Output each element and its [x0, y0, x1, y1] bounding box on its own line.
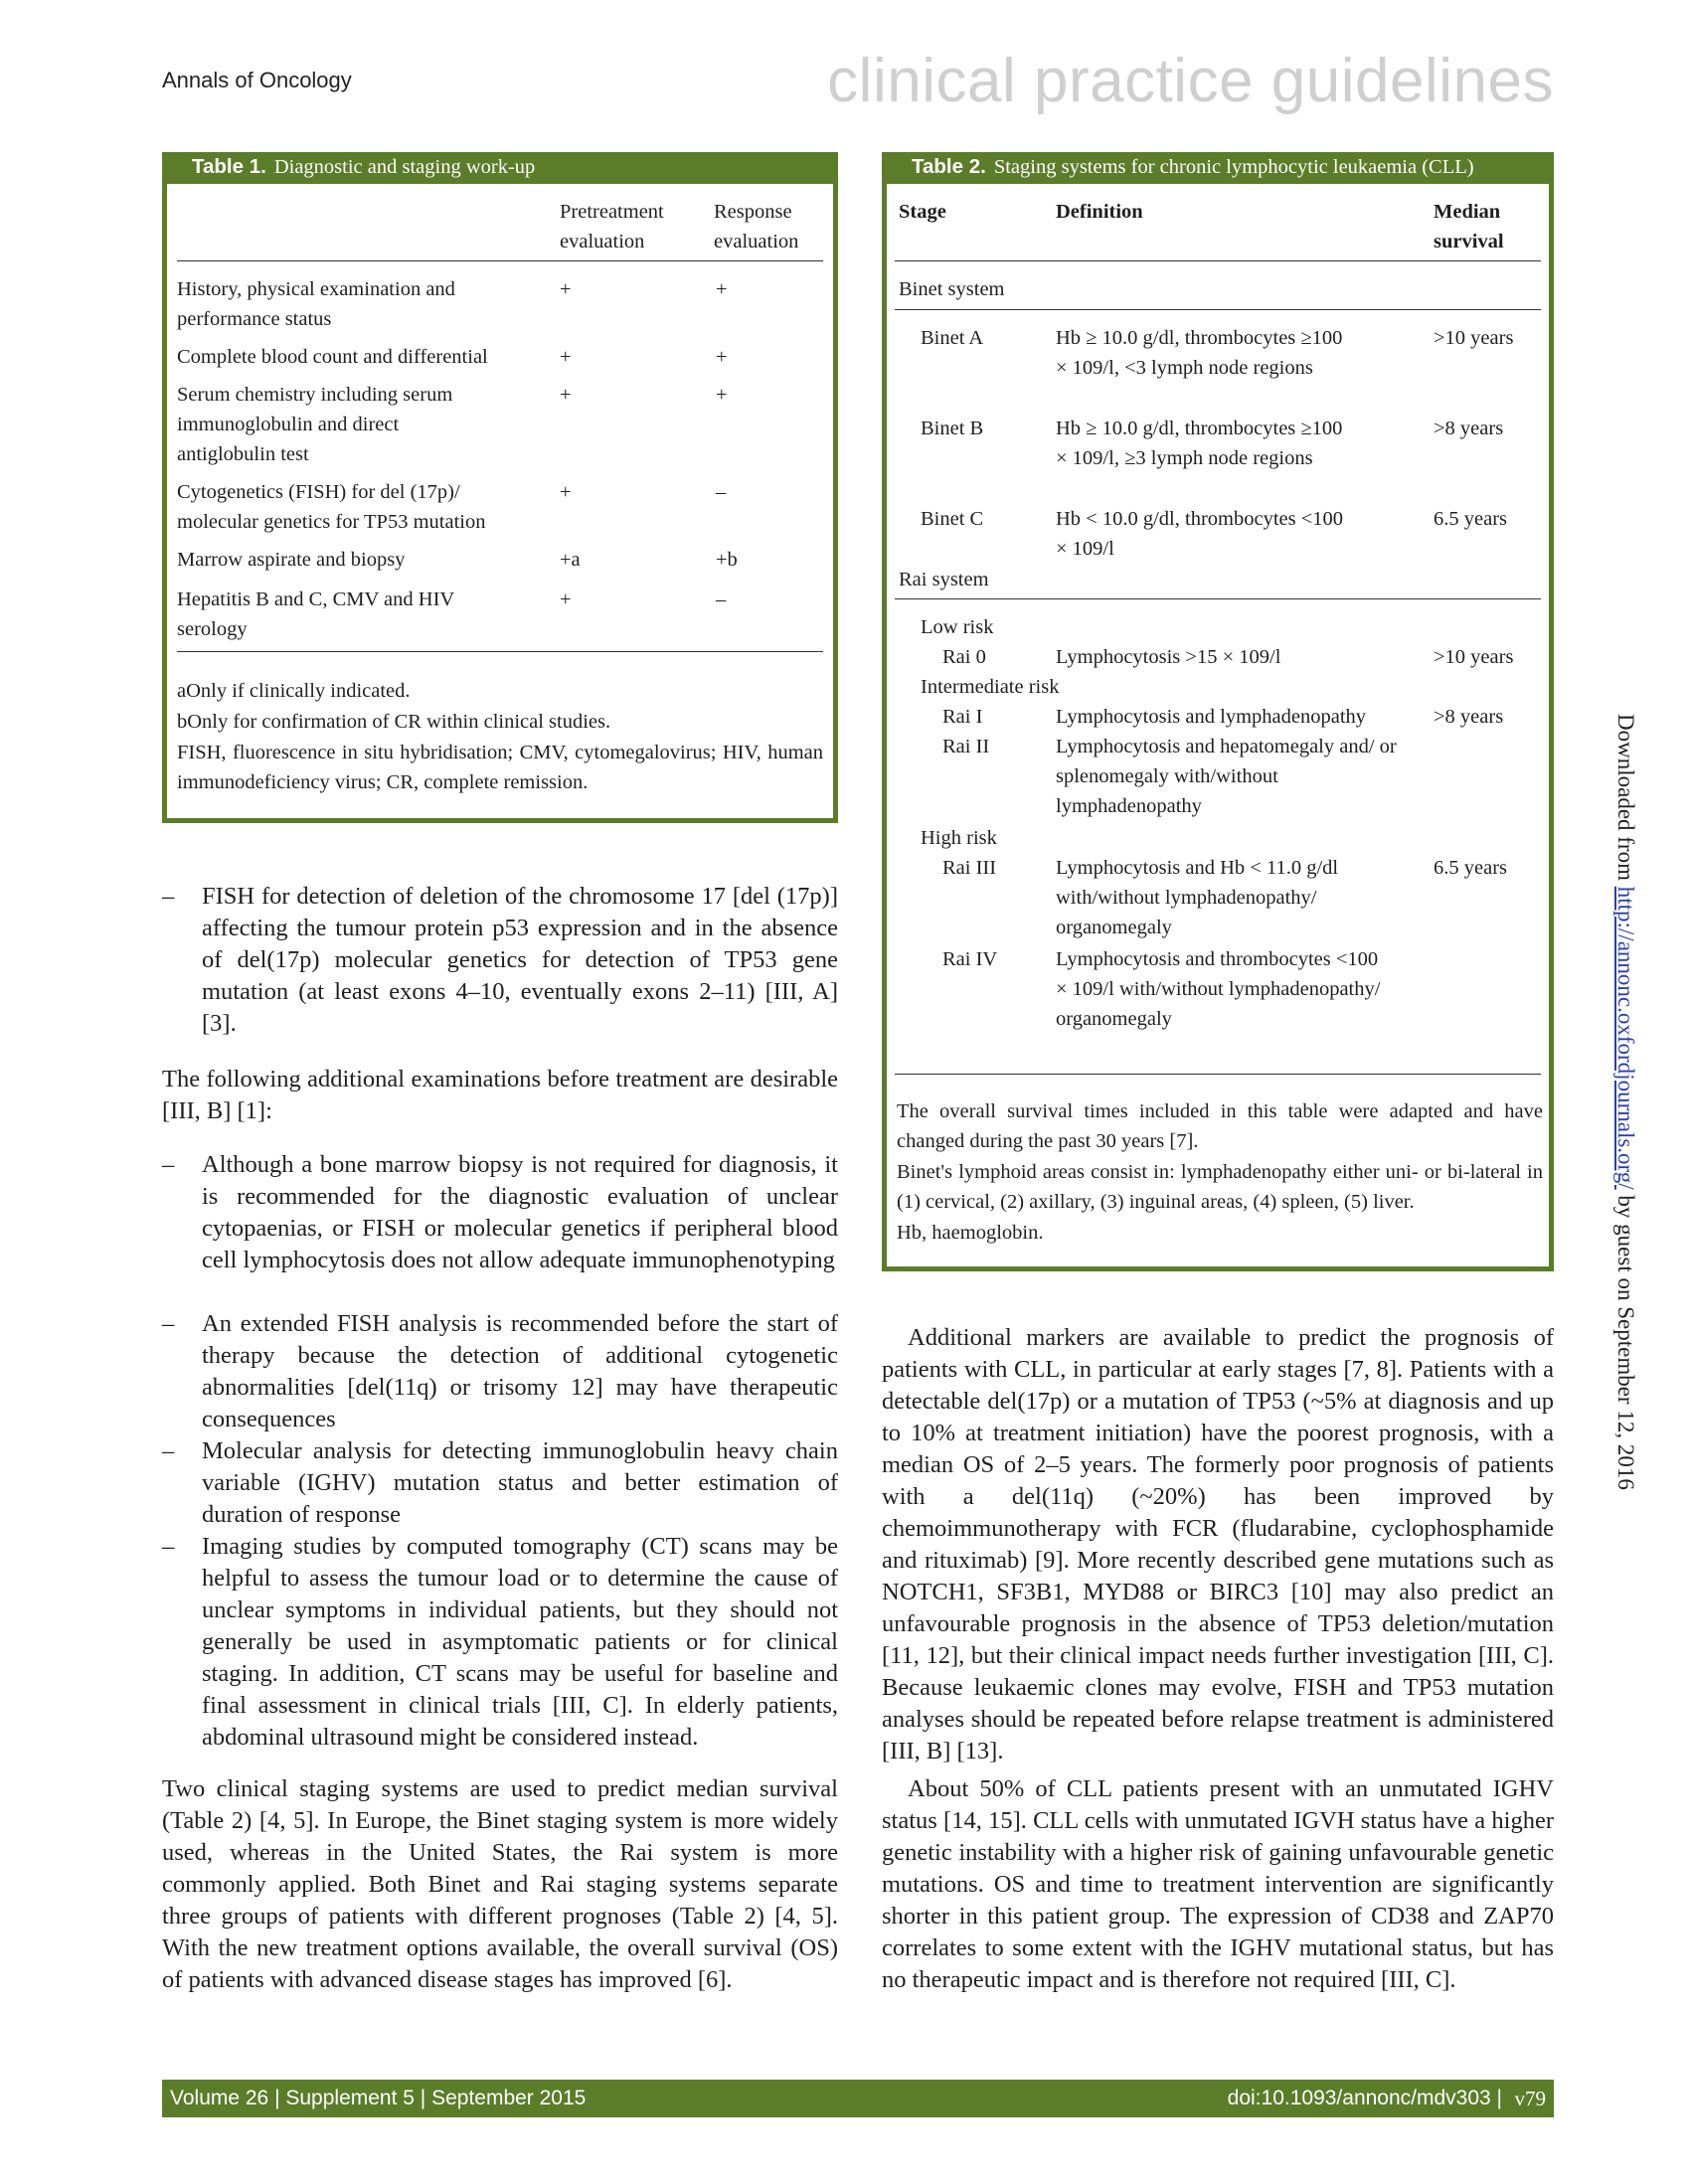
- footer-issue: Volume 26 | Supplement 5 | September 2015: [170, 2087, 587, 2109]
- table-1-col-pre-header: Pretreatment evaluation: [560, 201, 664, 252]
- risk-group-label: Low risk: [921, 616, 994, 638]
- table-2-note: Hb, haemoglobin.: [897, 1222, 1044, 1244]
- table-2-header-stage: Stage: [899, 201, 946, 223]
- list-item: [162, 881, 838, 1040]
- table-cell: Lymphocytosis and lymphadenopathy: [1056, 706, 1367, 728]
- table-cell: Hb ≥ 10.0 g/dl, thrombocytes ≥100 × 109/l, ≥3 lymph node regions: [1056, 418, 1343, 469]
- table-cell: Lymphocytosis and hepatomegaly and/ or splenomegaly with/without lymphadenopathy: [1056, 736, 1397, 817]
- bullet-text: Imaging studies by computed tomography (CT) scans may be helpful to assess the tumour load or to determine the cause of unclear symptoms in individual patients, but they should not generally be used in asymptomatic patients or for clinical staging. In addition, CT scans may be useful for baseline and final assessment in clinical trials [III, C]. In elderly patients, abdominal ultrasound might be considered instead.: [202, 1533, 838, 1751]
- table-1-title: Diagnostic and staging work-up: [273, 156, 536, 178]
- table-1-label: Table 1.: [192, 155, 266, 178]
- table-1-col-resp-header: Response evaluation: [714, 201, 799, 252]
- table-cell: Rai II: [942, 736, 990, 757]
- journal-link[interactable]: http://annonc.oxfordjournals.org/: [1613, 886, 1638, 1190]
- table-1-note: aOnly if clinically indicated.: [177, 680, 411, 702]
- binet-system-label: Binet system: [899, 278, 1005, 300]
- table-cell: Rai IV: [942, 948, 998, 970]
- table-cell: Hb < 10.0 g/dl, thrombocytes <100 × 109/l: [1056, 508, 1344, 560]
- list-item: [162, 1435, 838, 1531]
- journal-name: Annals of Oncology: [162, 68, 352, 92]
- table-row: Hepatitis B and C, CMV and HIV serology: [177, 588, 454, 640]
- table-cell: +: [716, 384, 728, 406]
- table-row: Cytogenetics (FISH) for del (17p)/ molecular genetics for TP53 mutation: [177, 481, 486, 533]
- bullet-text: Molecular analysis for detecting immunoglobulin heavy chain variable (IGHV) mutation status and better estimation of duration of response: [202, 1437, 838, 1528]
- table-cell: >10 years: [1434, 327, 1514, 349]
- table-cell: >8 years: [1434, 418, 1504, 439]
- bullet-dash: –: [162, 1437, 175, 1464]
- table-2-header-definition: Definition: [1056, 201, 1143, 223]
- table-cell: 6.5 years: [1434, 857, 1508, 879]
- footer-doi: doi:10.1093/annonc/mdv303 |: [1227, 2087, 1502, 2109]
- table-1-note: bOnly for confirmation of CR within clinical studies.: [177, 711, 611, 733]
- bullet-dash: –: [162, 1151, 175, 1178]
- table-cell: Lymphocytosis and Hb < 11.0 g/dl with/without lymphadenopathy/ organomegaly: [1056, 857, 1339, 938]
- table-cell: >8 years: [1434, 706, 1504, 728]
- table-2: [882, 152, 1554, 1271]
- table-cell: +: [716, 278, 728, 300]
- download-prefix: Downloaded from: [1613, 714, 1638, 881]
- table-1-header-rule: [177, 260, 823, 261]
- table-cell: Rai 0: [942, 646, 986, 668]
- table-row: Marrow aspirate and biopsy: [177, 549, 406, 571]
- table-2-header-survival: Median survival: [1434, 201, 1504, 252]
- table-row: Serum chemistry including serum immunoglobulin and direct antiglobulin test: [177, 384, 453, 465]
- download-suffix: by guest on September 12, 2016: [1613, 1195, 1638, 1490]
- table-2-label: Table 2.: [912, 155, 986, 178]
- bullet-text: FISH for detection of deletion of the chromosome 17 [del (17p)] affecting the tumour protein p53 expression and in the absence of del(17p) molecular genetics for detection of TP53 gene mutation (at least exons 4–10, eventually exons 2–11) [III, A] [3].: [202, 883, 838, 1037]
- table-cell: Lymphocytosis and thrombocytes <100 × 109/l with/without lymphadenopathy/ organomegaly: [1056, 948, 1381, 1030]
- risk-group-label: Intermediate risk: [921, 676, 1060, 698]
- paragraph: The following additional examinations before treatment are desirable [III, B] [1]:: [162, 1066, 838, 1124]
- table-cell: Hb ≥ 10.0 g/dl, thrombocytes ≥100 × 109/l, <3 lymph node regions: [1056, 327, 1343, 379]
- paragraph: About 50% of CLL patients present with an unmutated IGHV status [14, 15]. CLL cells with unmutated IGVH status have a higher genetic instability with a higher risk of gaining unfavourable genetic mutations. OS and time to treatment intervention are significantly shorter in this patient group. The expression of CD38 and ZAP70 correlates to some extent with the IGHV mutational status, but has no therapeutic impact and is therefore not required [III, C].: [882, 1775, 1554, 1993]
- table-cell: –: [716, 588, 727, 610]
- table-1-caption: [162, 152, 838, 184]
- table-2-header-rule: [895, 260, 1541, 261]
- table-2-bottom-rule: [895, 1074, 1541, 1075]
- bullet-dash: –: [162, 883, 175, 910]
- table-cell: +: [560, 481, 572, 503]
- table-cell: +: [560, 384, 572, 406]
- bullet-dash: –: [162, 1533, 175, 1560]
- table-cell: +b: [716, 549, 738, 571]
- paragraph: Additional markers are available to predict the prognosis of patients with CLL, in particular at early stages [7, 8]. Patients with a detectable del(17p) or a mutation of TP53 (~5% at diagnosis and up to 10% at treatment initiation) have the poorest prognosis, with a median OS of 2–5 years. The formerly poor prognosis of patients with a del(11q) (~20%) has been improved by chemoimmunotherapy with FCR (fludarabine, cyclophosphamide and rituximab) [9]. More recently described gene mutations such as NOTCH1, SF3B1, MYD88 or BIRC3 [10] may also predict an unfavourable prognosis in the absence of TP53 deletion/mutation [11, 12], but their clinical impact needs further investigation [III, C]. Because leukaemic clones may evolve, FISH and TP53 mutation analyses should be repeated before relapse treatment is administered [III, B] [13].: [882, 1324, 1554, 1764]
- table-2-caption: [882, 152, 1554, 184]
- binet-rule: [895, 309, 1541, 310]
- table-cell: +a: [560, 549, 581, 571]
- table-cell: +: [560, 588, 572, 610]
- table-cell: Binet C: [921, 508, 984, 530]
- bullet-text: Although a bone marrow biopsy is not required for diagnosis, it is recommended for the diagnostic evaluation of unclear cytopaenias, or FISH or molecular genetics if peripheral blood cell lymphocytosis does not allow adequate immunophenotyping: [202, 1151, 838, 1273]
- bullet-dash: –: [162, 1310, 175, 1337]
- table-2-title: Staging systems for chronic lymphocytic leukaemia (CLL): [993, 156, 1474, 178]
- table-2-note: The overall survival times included in this table were adapted and have changed during the past 30 years [7].: [897, 1100, 1543, 1152]
- risk-group-label: High risk: [921, 827, 997, 849]
- footer-bar: [162, 2080, 1554, 2117]
- table-cell: Lymphocytosis >15 × 109/l: [1056, 646, 1281, 668]
- section-title: clinical practice guidelines: [827, 47, 1554, 115]
- table-cell: Binet B: [921, 418, 984, 439]
- table-1-bottom-rule: [177, 651, 823, 652]
- rai-rule: [895, 598, 1541, 599]
- table-cell: +: [560, 278, 572, 300]
- table-cell: Rai I: [942, 706, 983, 728]
- download-notice: [1612, 714, 1638, 1490]
- table-cell: Rai III: [942, 857, 997, 879]
- table-cell: 6.5 years: [1434, 508, 1508, 530]
- table-cell: +: [560, 346, 572, 368]
- table-cell: >10 years: [1434, 646, 1514, 668]
- list-item: [162, 1308, 838, 1435]
- paragraph: Two clinical staging systems are used to predict median survival (Table 2) [4, 5]. In Europe, the Binet staging system is more widely used, whereas in the United States, the Rai system is more commonly applied. Both Binet and Rai staging systems separate three groups of patients with different prognoses (Table 2) [4, 5]. With the new treatment options available, the overall survival (OS) of patients with advanced disease stages has improved [6].: [162, 1775, 838, 1993]
- rai-system-label: Rai system: [899, 569, 989, 590]
- table-cell: –: [716, 481, 727, 503]
- table-cell: Binet A: [921, 327, 984, 349]
- list-item: [162, 1531, 838, 1754]
- page-number: v79: [1514, 2087, 1546, 2110]
- table-row: Complete blood count and differential: [177, 346, 488, 368]
- table-cell: +: [716, 346, 728, 368]
- table-1: [162, 152, 838, 823]
- bullet-text: An extended FISH analysis is recommended before the start of therapy because the detection of additional cytogenetic abnormalities [del(11q) or trisomy 12] may have therapeutic consequences: [202, 1310, 838, 1432]
- table-2-note: Binet's lymphoid areas consist in: lymphadenopathy either uni- or bi-lateral in (1) cervical, (2) axillary, (3) inguinal areas, (4) spleen, (5) liver.: [897, 1161, 1543, 1213]
- table-1-note: FISH, fluorescence in situ hybridisation; CMV, cytomegalovirus; HIV, human immunodeficiency virus; CR, complete remission.: [177, 742, 823, 793]
- list-item: [162, 1149, 838, 1276]
- table-row: History, physical examination and performance status: [177, 278, 455, 330]
